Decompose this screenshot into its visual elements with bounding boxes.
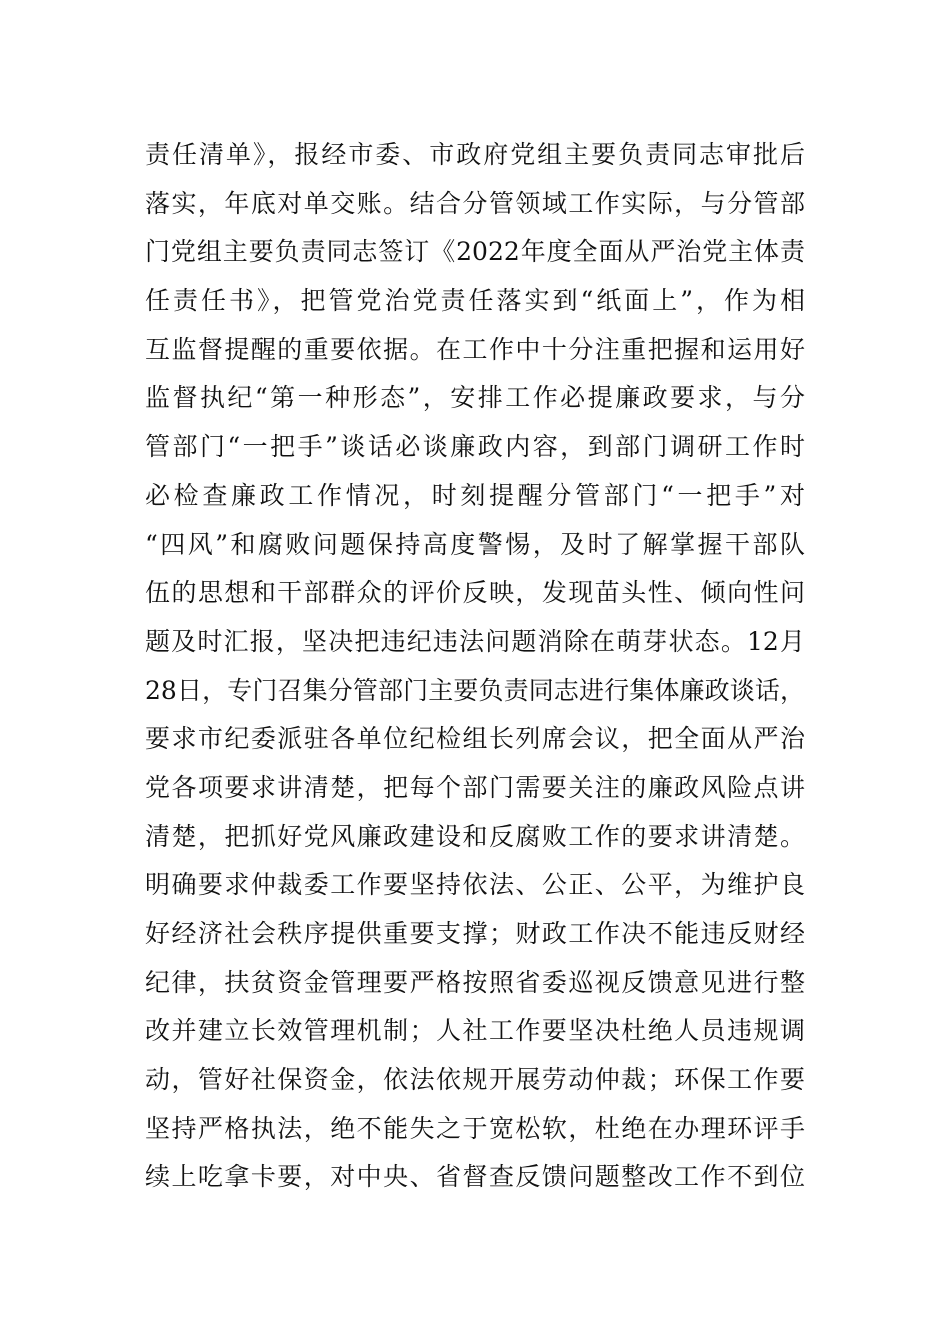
text-line-1: 责任清单》，报经市委、市政府党组主要负责同志审批后	[145, 140, 805, 169]
text-line-11: 题及时汇报，坚决把违纪违法问题消除在萌芽状态。12月	[145, 626, 805, 656]
text-line-14: 党各项要求讲清楚，把每个部门需要关注的廉政风险点讲	[145, 772, 805, 802]
text-line-5: 互监督提醒的重要依据。在工作中十分注重把握和运用好	[145, 334, 805, 364]
body-text	[145, 131, 805, 1202]
text-line-4: 任责任书》，把管党治党责任落实到“纸面上”，作为相	[145, 286, 805, 316]
text-line-3: 门党组主要负责同志签订《2022年度全面从严治党主体责	[145, 237, 805, 267]
text-line-22: 续上吃拿卡要，对中央、省督查反馈问题整改工作不到位	[145, 1162, 805, 1192]
text-line-9: “四风”和腐败问题保持高度警惕，及时了解掌握干部队	[145, 529, 805, 559]
text-line-16: 明确要求仲裁委工作要坚持依法、公正、公平，为维护良	[145, 870, 805, 900]
text-line-20: 动，管好社保资金，依法依规开展劳动仲裁；环保工作要	[145, 1065, 805, 1095]
text-line-17: 好经济社会秩序提供重要支撑；财政工作决不能违反财经	[145, 919, 805, 948]
text-line-19: 改并建立长效管理机制；人社工作要坚决杜绝人员违规调	[145, 1016, 805, 1046]
text-line-21: 坚持严格执法，绝不能失之于宽松软，杜绝在办理环评手	[145, 1113, 805, 1143]
text-line-15: 清楚，把抓好党风廉政建设和反腐败工作的要求讲清楚。	[145, 821, 805, 851]
text-line-2: 落实，年底对单交账。结合分管领域工作实际，与分管部	[145, 188, 805, 218]
text-line-18: 纪律，扶贫资金管理要严格按照省委巡视反馈意见进行整	[145, 967, 805, 997]
text-line-8: 必检查廉政工作情况，时刻提醒分管部门“一把手”对	[145, 480, 805, 510]
text-line-6: 监督执纪“第一种形态”，安排工作必提廉政要求，与分	[145, 383, 805, 413]
text-line-10: 伍的思想和干部群众的评价反映，发现苗头性、倾向性问	[145, 578, 805, 608]
text-line-12: 28日，专门召集分管部门主要负责同志进行集体廉政谈话，	[145, 675, 805, 705]
text-line-13: 要求市纪委派驻各单位纪检组长列席会议，把全面从严治	[145, 724, 805, 754]
text-line-7: 管部门“一把手”谈话必谈廉政内容，到部门调研工作时	[145, 432, 805, 462]
